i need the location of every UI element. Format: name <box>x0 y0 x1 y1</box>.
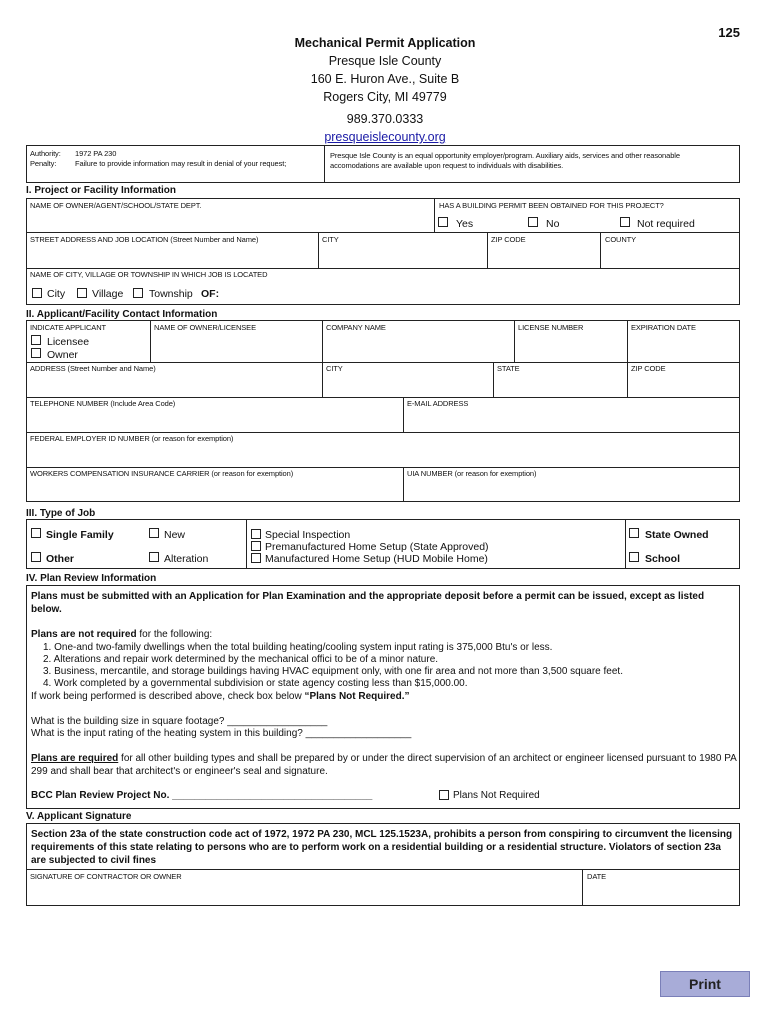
penalty-label: Penalty: <box>30 159 57 168</box>
uia-number-field[interactable] <box>405 479 738 501</box>
city-checkbox[interactable] <box>32 288 42 298</box>
office-address-line2: Rogers City, MI 49779 <box>323 90 447 104</box>
premanufactured-label: Premanufactured Home Setup (State Approved) <box>265 541 489 553</box>
permit-not-required-checkbox[interactable] <box>620 217 630 227</box>
equal-opportunity-line1: Presque Isle County is an equal opportunity employer/program. Auxiliary aids, services and other reasonable <box>330 151 680 160</box>
signature-field[interactable] <box>28 882 580 904</box>
building-permit-question: HAS A BUILDING PERMIT BEEN OBTAINED FOR THIS PROJECT? <box>439 201 664 210</box>
uia-number-label: UIA NUMBER (or reason for exemption) <box>407 469 537 478</box>
plans-required-rest: for all other building types and shall be prepared by or under the direct supervision of an architect or engineer licensed pursuant to 1980 PA <box>118 753 737 764</box>
applicant-zip-field[interactable] <box>629 374 738 396</box>
print-button[interactable]: Print <box>660 971 750 997</box>
other-label: Other <box>46 553 75 565</box>
project-city-label: CITY <box>322 235 339 244</box>
village-checkbox[interactable] <box>77 288 87 298</box>
project-county-label: COUNTY <box>605 235 637 244</box>
check-below-instruction <box>31 691 410 702</box>
special-inspection-checkbox[interactable] <box>251 529 261 539</box>
bcc-project-field[interactable] <box>176 788 396 801</box>
applicant-state-label: STATE <box>497 364 520 373</box>
workers-comp-label: WORKERS COMPENSATION INSURANCE CARRIER (or reason for exemption) <box>30 469 294 478</box>
permit-not-required-label: Not required <box>637 218 695 230</box>
applicant-address-field[interactable] <box>28 374 320 396</box>
permit-no-checkbox[interactable] <box>528 217 538 227</box>
licensee-name-field[interactable] <box>152 333 320 361</box>
authority-label: Authority: <box>30 149 61 158</box>
applicant-address-label: ADDRESS (Street Number and Name) <box>30 364 156 373</box>
applicant-city-field[interactable] <box>324 374 491 396</box>
of-label: OF: <box>201 288 220 300</box>
owner-name-field[interactable] <box>28 211 432 231</box>
bcc-project-label: BCC Plan Review Project No. ____________________________________ <box>31 790 373 801</box>
section23a-warning-line2: requirements of this state relating to persons who are to perform work on a residential building or a residential structure. Violators of section 23a <box>31 842 721 853</box>
section3-title: III. Type of Job <box>26 508 96 519</box>
city-label: City <box>47 288 66 300</box>
indicate-applicant-label: INDICATE APPLICANT <box>30 323 106 332</box>
other-checkbox[interactable] <box>31 552 41 562</box>
section2-title: II. Applicant/Facility Contact Information <box>26 309 218 320</box>
single-family-label: Single Family <box>46 529 114 541</box>
penalty-value: Failure to provide information may result in denial of your request; <box>75 159 287 168</box>
street-address-field[interactable] <box>28 245 316 267</box>
owner-checkbox[interactable] <box>31 348 41 358</box>
project-zip-label: ZIP CODE <box>491 235 526 244</box>
signature-label: SIGNATURE OF CONTRACTOR OR OWNER <box>30 872 182 881</box>
section23a-warning-line3: are subjected to civil fines <box>31 855 157 866</box>
new-label: New <box>164 529 186 541</box>
section23a-warning-line1: Section 23a of the state construction code act of 1972, 1972 PA 230, MCL 125.1523A, prohibits a person from conspiring to circumvent the licensing <box>31 829 733 840</box>
new-checkbox[interactable] <box>149 528 159 538</box>
expiration-date-field[interactable] <box>629 333 738 361</box>
plan-review-intro-line2: below. <box>31 604 62 615</box>
heating-input-question: What is the input rating of the heating system in this building? ___________________ <box>31 728 412 739</box>
authority-value: 1972 PA 230 <box>75 149 117 158</box>
plans-not-required-heading <box>31 629 212 640</box>
exempt-item-3: 3. Business, mercantile, and storage buildings having HVAC equipment only, with one fir area and not more than 3,500 square feet. <box>43 666 623 677</box>
manufactured-label: Manufactured Home Setup (HUD Mobile Home) <box>265 553 488 565</box>
plans-not-required-checkbox[interactable] <box>439 790 449 800</box>
applicant-zip-label: ZIP CODE <box>631 364 666 373</box>
company-name-field[interactable] <box>324 333 512 361</box>
village-label: Village <box>92 288 124 300</box>
licensee-checkbox[interactable] <box>31 335 41 345</box>
street-address-label: STREET ADDRESS AND JOB LOCATION (Street Number and Name) <box>30 235 259 244</box>
single-family-checkbox[interactable] <box>31 528 41 538</box>
check-below-bold: “Plans Not Required.” <box>304 691 410 702</box>
jurisdiction-name-field[interactable] <box>222 284 736 302</box>
alteration-checkbox[interactable] <box>149 552 159 562</box>
permit-yes-label: Yes <box>456 218 474 230</box>
office-phone: 989.370.0333 <box>346 112 424 126</box>
section4-title: IV. Plan Review Information <box>26 573 157 584</box>
building-size-question: What is the building size in square footage? __________________ <box>31 716 328 727</box>
licensee-label: Licensee <box>47 336 90 348</box>
license-number-field[interactable] <box>516 333 625 361</box>
telephone-label: TELEPHONE NUMBER (Include Area Code) <box>30 399 176 408</box>
exempt-item-4: 4. Work completed by a governmental subdivision or state agency costing less than $15,000.00. <box>43 678 468 689</box>
heating-input-field[interactable] <box>312 726 418 739</box>
exempt-item-2: 2. Alterations and repair work determined by the mechanical offici to be of a minor nature. <box>43 654 439 665</box>
email-field[interactable] <box>405 409 738 431</box>
license-number-label: LICENSE NUMBER <box>518 323 584 332</box>
form-title: Mechanical Permit Application <box>294 36 476 50</box>
plans-required-line1 <box>31 753 737 764</box>
state-owned-checkbox[interactable] <box>629 528 639 538</box>
date-field[interactable] <box>585 882 738 904</box>
jurisdiction-label: NAME OF CITY, VILLAGE OR TOWNSHIP IN WHICH JOB IS LOCATED <box>30 270 268 279</box>
plans-required-bold: Plans are required <box>31 753 119 764</box>
plans-not-required-bold: Plans are not required <box>31 629 137 640</box>
plans-required-line2: 299 and shall bear that architect's or engineer's seal and signature. <box>31 766 328 777</box>
page-number: 125 <box>718 25 740 40</box>
special-inspection-label: Special Inspection <box>265 529 351 541</box>
telephone-field[interactable] <box>28 409 401 431</box>
manufactured-checkbox[interactable] <box>251 553 261 563</box>
owner-name-label: NAME OF OWNER/AGENT/SCHOOL/STATE DEPT. <box>30 201 202 210</box>
expiration-date-label: EXPIRATION DATE <box>631 323 696 332</box>
email-label: E-MAIL ADDRESS <box>407 399 469 408</box>
workers-comp-field[interactable] <box>28 479 401 501</box>
project-county-field[interactable] <box>602 245 738 267</box>
plans-not-required-rest: for the following: <box>136 629 213 640</box>
owner-label: Owner <box>47 349 78 361</box>
plans-not-required-label: Plans Not Required <box>453 790 540 801</box>
fein-field[interactable] <box>28 444 738 466</box>
fein-label: FEDERAL EMPLOYER ID NUMBER (or reason for exemption) <box>30 434 234 443</box>
plan-review-intro-line1: Plans must be submitted with an Application for Plan Examination and the appropriate deposit before a permit can be issued, except as listed <box>31 591 705 602</box>
school-label: School <box>645 553 681 565</box>
project-city-field[interactable] <box>320 245 485 267</box>
township-checkbox[interactable] <box>133 288 143 298</box>
alteration-label: Alteration <box>164 553 209 565</box>
section5-title: V. Applicant Signature <box>26 811 132 822</box>
equal-opportunity-line2: accomodations are available upon request to individuals with disabilities. <box>330 161 564 170</box>
school-checkbox[interactable] <box>629 552 639 562</box>
section1-title: I. Project or Facility Information <box>26 185 177 196</box>
township-label: Township <box>149 288 193 300</box>
office-address-line1: 160 E. Huron Ave., Suite B <box>310 72 460 86</box>
company-name-label: COMPANY NAME <box>326 323 386 332</box>
check-below-text: If work being performed is described above, check box below <box>31 691 305 702</box>
state-owned-label: State Owned <box>645 529 709 541</box>
applicant-state-field[interactable] <box>495 374 625 396</box>
website-link[interactable]: presqueislecounty.org <box>324 130 446 144</box>
applicant-city-label: CITY <box>326 364 343 373</box>
permit-yes-checkbox[interactable] <box>438 217 448 227</box>
project-zip-field[interactable] <box>489 245 598 267</box>
premanufactured-checkbox[interactable] <box>251 541 261 551</box>
permit-no-label: No <box>546 218 560 230</box>
date-label: DATE <box>587 872 607 881</box>
licensee-name-label: NAME OF OWNER/LICENSEE <box>154 323 256 332</box>
county-name: Presque Isle County <box>328 54 442 68</box>
exempt-item-1: 1. One-and two-family dwellings when the total building heating/cooling system input rating is 375,000 Btu's or less. <box>43 642 553 653</box>
